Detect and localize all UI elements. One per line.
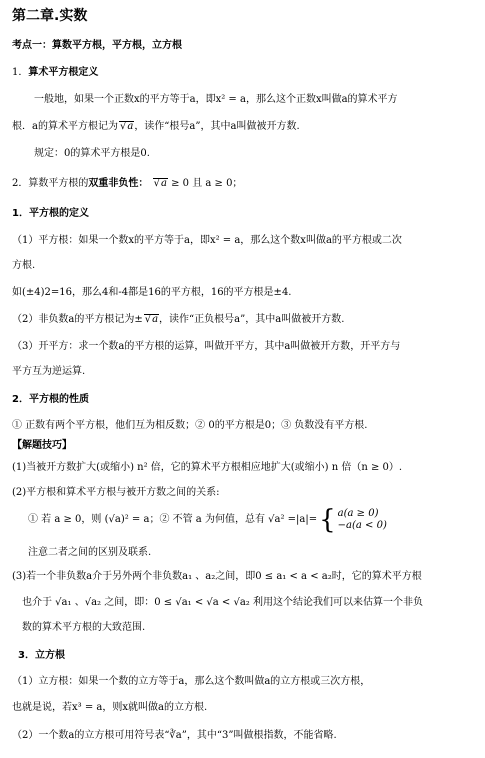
paragraph: 也就是说，若x³ = a，则x就叫做a的立方根. [12,702,208,713]
paragraph: 如(±4)2=16，那么4和-4都是16的平方根，16的平方根是±4. [12,287,292,298]
paragraph: 注意二者之间的区别及联系. [28,547,152,558]
paragraph: (3)若一个非负数a介于另外两个非负数a₁ 、a₂之间，即0 ≤ a₁ < a < a₂时，它的算术平方根 [12,571,422,582]
subsection-heading: 1．平方根的定义 [12,208,89,219]
paragraph: （1）平方根：如果一个数x的平方等于a，即x² = a，那么这个数x叫做a的平方根或二次 [12,235,402,246]
paragraph: 方根. [12,260,36,271]
subsection-heading: 3．立方根 [18,650,65,661]
emphasis: 双重非负性 [88,178,139,189]
formula-line [28,505,387,535]
text: ，读作“根号a”，其中a叫做被开方数. [134,121,300,132]
tips-heading: 【解题技巧】 [12,440,72,451]
colon: ： [138,178,149,189]
case: −a(a < 0) [337,520,387,531]
paragraph: 平方互为逆运算. [12,366,86,377]
paragraph: 数的算术平方根的大致范围. [22,622,146,633]
cases [338,508,387,532]
paragraph [12,314,344,326]
left-brace: { [319,505,336,535]
paragraph: （1）立方根：如果一个数的立方等于a，那么这个数叫做a的立方根或三次方根， [12,676,371,687]
case: a(a ≥ 0) [337,508,379,519]
paragraph: (1)当被开方数扩大(或缩小) n² 倍，它的算术平方根相应地扩大(或缩小) n 倍（n ≥ 0）. [12,462,403,473]
text: ，读作“正负根号a”，其中a叫做被开方数. [159,314,345,325]
paragraph: (2)平方根和算术平方根与被开方数之间的关系: [12,487,220,498]
subsection-heading: 2．平方根的性质 [12,394,89,405]
paragraph: 规定：0的算术平方根是0. [34,148,150,159]
text: ≥ 0 且 a ≥ 0； [171,178,243,189]
text: ① 若 a ≥ 0，则 (√a)² = a；② 不管 a 为何值，总有 √a² =|a|= [28,514,318,525]
sqrt-a: √ a [119,121,134,132]
section-number: 1． [12,67,29,78]
paragraph: （2）一个数a的立方根可用符号表“∛a”，其中“3”叫做根指数，不能省略. [12,730,337,741]
section-title: 算术平方根定义 [28,67,99,78]
key-point-heading: 考点一：算数平方根，平方根，立方根 [12,40,182,51]
paragraph: （3）开平方：求一个数a的平方根的运算，叫做开平方，其中a叫做被开方数，开平方与 [12,341,401,352]
chapter-title: 第二章.实数 [12,8,88,24]
piecewise [317,505,387,535]
text: 根．a的算术平方根记为 [12,121,118,132]
section-1-heading [12,67,98,79]
section-2-line [12,178,242,190]
paragraph: 也介于 √a₁ 、√a₂ 之间，即：0 ≤ √a₁ < √a < √a₂ 利用这个结论我们可以来估算一个非负 [22,597,423,608]
paragraph: 一般地，如果一个正数x的平方等于a，即x² = a，那么这个正数x叫做a的算术平方 [34,94,398,105]
paragraph: ① 正数有两个平方根，他们互为相反数；② 0的平方根是0；③ 负数没有平方根. [12,420,368,431]
sqrt-a: √ a [144,314,159,325]
text: 2．算数平方根的 [12,178,89,189]
sqrt-a: √ a [153,178,168,189]
paragraph [12,121,300,133]
text: （2）非负数a的平方根记为± [12,314,143,325]
